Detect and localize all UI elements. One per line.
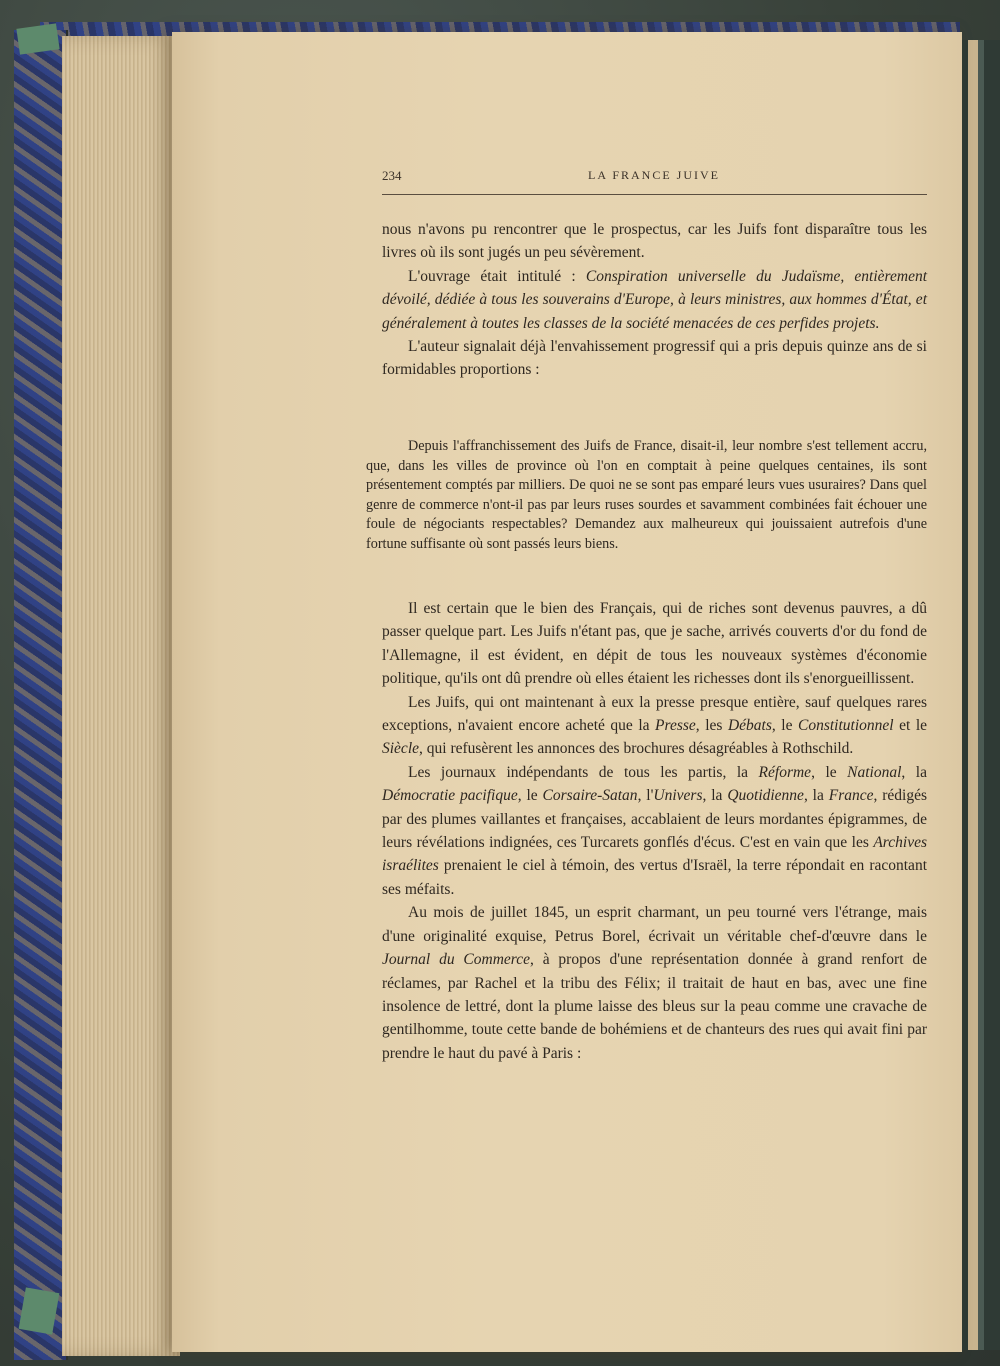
page-stack-edges [62,36,180,1356]
newspaper-title: Siècle [382,740,420,758]
cover-corner-bottom [19,1287,60,1334]
page-number: 234 [382,168,402,183]
text-run: , rédigés par des plumes vaillantes et françaises, accablaient de leurs mordantes épigrammes, de leurs révélations indignées, ces Turcarets gonflés d'écus. C'est en vain que les [382,787,928,852]
text-run: Les Juifs, qui ont maintenant à eux la presse presque entière, sauf quelques rares exceptions, n'avaient encore acheté que la [382,693,927,735]
text-run: Au mois de juillet 1845, un esprit charmant, un peu tourné vers l'étrange, mais d'une originalité exquise, Petrus Borel, écrivait un véritable chef-d'œuvre dans le [382,904,927,945]
text-block-bottom [382,597,927,1065]
text-run: , le [517,787,543,805]
book-title: Conspiration universelle du Judaïsme, entièrement dévoilé, dédiée à tous les souverains d'Europe, à leurs ministres, aux hommes d'État, et généralement à toutes les classes de la société menacées de ces perfides projets. [382,267,927,332]
text-run: , le [771,717,798,735]
paragraph-6 [382,761,927,901]
newspaper-title: Presse [655,717,696,735]
paragraph-2 [382,265,927,335]
text-run: , la [901,763,927,781]
facing-page-edge [960,40,1000,1350]
text-run: , la [702,787,728,805]
paragraph-7 [382,901,927,1065]
page-header [382,168,926,188]
newspaper-title: Constitutionnel [798,717,894,735]
newspaper-title: Journal du Commerce [382,951,530,969]
text-run: , qui refusèrent les annonces des brochures désagréables à Rothschild. [419,740,854,758]
newspaper-title: Corsaire-Satan [542,787,638,805]
text-run: , les [695,717,728,735]
newspaper-title: National [847,763,902,781]
newspaper-title: Démocratie pacifique [382,787,518,805]
text-run: , à propos d'une représentation donnée à grand renfort de réclames, par Rachel et la tribu des Félix; il traitait de haut en bas, avec une fine insolence de lettré, dont la plume laisse des bleus sur la peau comme une cravache de gentilhomme, toute cette bande de bohémiens et de chanteurs des rues qui avait fini par prendre le haut du pavé à Paris : [382,951,927,1062]
newspaper-title: Univers [653,787,703,805]
text-block-top [382,218,927,382]
newspaper-title: France [828,787,874,805]
text-run: , la [803,787,829,805]
paragraph-2-text: L'ouvrage était intitulé : [408,267,586,285]
newspaper-title: Quotidienne [727,787,804,805]
running-title: LA FRANCE JUIVE [587,168,720,182]
paragraph-1: nous n'avons pu rencontrer que le prospectus, car les Juifs font disparaître tous les livres où ils sont jugés un peu sévèrement. [382,221,927,262]
newspaper-title: Réforme [758,763,812,781]
block-quote [366,437,927,555]
text-run: prenaient le ciel à témoin, des vertus d'Israël, la terre répondait en racontant ses méfaits. [382,857,927,898]
marbled-spine-left [14,30,68,1360]
text-run: , le [811,763,848,781]
newspaper-title: Archives israélites [382,834,927,875]
paragraph-4: Il est certain que le bien des Français, qui de riches sont devenus pauvres, a dû passer quelque part. Les Juifs n'étant pas, que je sache, arrivés couverts d'or du fond de l'Allemagne, il est évident, en dépit de tous les nouveaux systèmes d'économie politique, qu'ils ont dû prendre où elles étaient les richesses dont ils s'enorgueillissent. [382,600,927,688]
text-run: , l' [637,787,654,805]
cover-corner-top [16,23,59,54]
header-rule [382,194,927,195]
paragraph-3: L'auteur signalait déjà l'envahissement progressif qui a pris depuis quinze ans de si formidables proportions : [382,338,927,379]
text-run: et le [893,717,928,735]
paragraph-5 [382,691,927,761]
text-run: Les journaux indépendants de tous les partis, la [408,763,759,781]
quote-text: Depuis l'affranchissement des Juifs de France, disait-il, leur nombre s'est tellement accru, que, dans les villes de province où l'on en comptait à peine quelques centaines, ils sont présentement comptés par milliers. De quoi ne se sont pas emparé leurs vues usuraires? Dans quel genre de commerce n'ont-il pas par leurs ruses sourdes et savamment combinées fait échouer une foule de négociants respectables? Demandez aux malheureux qui jouissaient autrefois d'une fortune suffisante où sont passés leurs biens. [366,438,927,552]
newspaper-title: Débats [727,717,772,735]
